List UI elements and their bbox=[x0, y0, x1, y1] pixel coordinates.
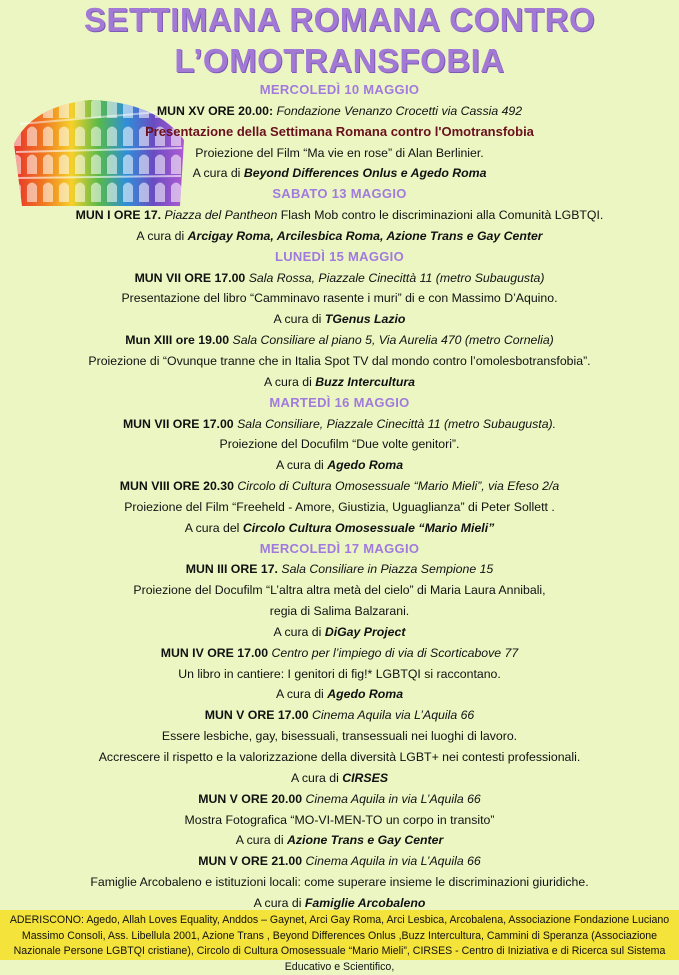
date-heading bbox=[0, 393, 679, 414]
event-line bbox=[0, 559, 679, 580]
date-heading bbox=[0, 184, 679, 205]
event-municipality-time: MUN I ORE 17. bbox=[75, 208, 162, 223]
supporters-text: ADERISCONO: Agedo, Allah Loves Equality, Anddos – Gaynet, Arci Gay Roma, Arci Lesbica, Arcobalena, Associazione Fondazione Luciano Massimo Consoli, Ass. Libellula 2001, Azione Trans , Beyond Differences Onlus ,Buzz Intercultura, Cammini di Speranza (Associazione Nazionale Persone LGBTQI cristiane), Circolo di Cultura Omosessuale “Mario Mieli”, CIRSES - Centro di Iniziativa e di Ricerca sul Sistema Educativo e Scientifico, bbox=[9, 914, 670, 973]
description-line bbox=[0, 872, 679, 893]
program-lines bbox=[0, 80, 679, 914]
event-location: Piazza del Pantheon bbox=[164, 208, 278, 223]
event-location: Cinema Aquila via L’Aquila 66 bbox=[312, 708, 475, 723]
organizer-prefix: A cura di bbox=[273, 312, 322, 327]
description-line bbox=[0, 747, 679, 768]
event-municipality-time: MUN IV ORE 17.00 bbox=[160, 645, 269, 660]
description-line bbox=[0, 143, 679, 164]
event-municipality-time: MUN III ORE 17. bbox=[185, 562, 278, 577]
event-description: Flash Mob contro le discriminazioni alla Comunità LGBTQI. bbox=[280, 208, 604, 223]
organizer-line bbox=[0, 372, 679, 393]
organizer-line bbox=[0, 684, 679, 705]
event-municipality-time: MUN VII ORE 17.00 bbox=[122, 416, 234, 431]
date-heading bbox=[0, 539, 679, 560]
description-text: regia di Salima Balzarani. bbox=[269, 604, 410, 619]
description-text: Un libro in cantiere: I genitori di fig!* LGBTQI si raccontano. bbox=[178, 666, 501, 681]
organizer-line bbox=[0, 226, 679, 247]
event-line bbox=[0, 851, 679, 872]
date-heading bbox=[0, 247, 679, 268]
description-text: Proiezione del Docufilm “Due volte genitori”. bbox=[219, 437, 460, 452]
event-line bbox=[0, 789, 679, 810]
event-location: Centro per l’impiego di via di Scorticabove 77 bbox=[271, 645, 519, 660]
event-line bbox=[0, 268, 679, 289]
event-municipality-time: MUN V ORE 21.00 bbox=[198, 854, 303, 869]
description-text: Proiezione di “Ovunque tranne che in Italia Spot TV dal mondo contro l’omolesbotransfobia”. bbox=[88, 353, 591, 368]
date-heading bbox=[0, 80, 679, 101]
supporters-footer bbox=[0, 910, 679, 973]
organizer-line bbox=[0, 163, 679, 184]
description-line bbox=[0, 726, 679, 747]
organizer-line bbox=[0, 830, 679, 851]
description-text: Presentazione del libro “Camminavo rasente i muri” di e con Massimo D’Aquino. bbox=[121, 291, 558, 306]
title-line-2: L’OMOTRANSFOBIA bbox=[174, 42, 505, 79]
event-location: Sala Rossa, Piazzale Cinecittà 11 (metro Subaugusta) bbox=[248, 270, 545, 285]
organizer-name: DiGay Project bbox=[324, 624, 406, 639]
date-heading-text: MERCOLEDÌ 17 MAGGIO bbox=[259, 540, 420, 556]
description-text: Proiezione del Film “Ma vie en rose” di Alan Berlinier. bbox=[195, 145, 484, 160]
description-text: Proiezione del Film “Freeheld - Amore, Giustizia, Uguaglianza” di Peter Sollett . bbox=[124, 499, 555, 514]
organizer-name: Circolo Cultura Omosessuale “Mario Mieli” bbox=[242, 520, 495, 535]
organizer-prefix: A cura di bbox=[290, 770, 339, 785]
organizer-prefix: A cura di bbox=[192, 166, 241, 181]
event-municipality-time: MUN V ORE 17.00 bbox=[204, 708, 309, 723]
description-line bbox=[0, 434, 679, 455]
organizer-name: Beyond Differences Onlus e Agedo Roma bbox=[243, 166, 487, 181]
event-location: Cinema Aquila in via L’Aquila 66 bbox=[305, 854, 481, 869]
organizer-prefix: A cura di bbox=[253, 895, 302, 910]
organizer-name: Buzz Intercultura bbox=[315, 374, 416, 389]
event-line bbox=[0, 643, 679, 664]
organizer-prefix: A cura di bbox=[275, 458, 324, 473]
event-municipality-time: MUN VII ORE 17.00 bbox=[134, 270, 246, 285]
event-municipality-time: MUN XV ORE 20.00: bbox=[156, 103, 274, 118]
description-line bbox=[0, 810, 679, 831]
description-text: Mostra Fotografica “MO-VI-MEN-TO un corpo in transito” bbox=[184, 812, 495, 827]
organizer-name: Famiglie Arcobaleno bbox=[304, 895, 426, 910]
event-line bbox=[0, 705, 679, 726]
event-location: Cinema Aquila in via L’Aquila 66 bbox=[305, 791, 481, 806]
organizer-prefix: A cura di bbox=[273, 624, 322, 639]
event-municipality-time: MUN VIII ORE 20.30 bbox=[119, 479, 234, 494]
organizer-prefix: A cura di bbox=[263, 374, 312, 389]
date-heading-text: MERCOLEDÌ 10 MAGGIO bbox=[259, 82, 420, 97]
event-line bbox=[0, 330, 679, 351]
date-heading-text: LUNEDÌ 15 MAGGIO bbox=[274, 248, 405, 264]
event-line bbox=[0, 414, 679, 435]
organizer-prefix: A cura di bbox=[275, 687, 324, 702]
date-heading-text: SABATO 13 MAGGIO bbox=[272, 186, 407, 202]
organizer-prefix: A cura di bbox=[235, 833, 284, 848]
description-text: Essere lesbiche, gay, bisessuali, transessuali nei luoghi di lavoro. bbox=[161, 729, 518, 744]
organizer-prefix: A cura del bbox=[184, 520, 240, 535]
event-line bbox=[0, 476, 679, 497]
organizer-name: Azione Trans e Gay Center bbox=[287, 833, 444, 848]
organizer-line bbox=[0, 622, 679, 643]
description-line bbox=[0, 664, 679, 685]
organizer-prefix: A cura di bbox=[136, 228, 185, 243]
organizer-name: CIRSES bbox=[342, 770, 389, 785]
event-line bbox=[0, 101, 679, 122]
organizer-name: Agedo Roma bbox=[327, 687, 404, 702]
event-municipality-time: MUN V ORE 20.00 bbox=[198, 791, 303, 806]
organizer-name: TGenus Lazio bbox=[324, 312, 406, 327]
organizer-name: Agedo Roma bbox=[327, 458, 404, 473]
organizer-line bbox=[0, 455, 679, 476]
description-line bbox=[0, 288, 679, 309]
organizer-line bbox=[0, 768, 679, 789]
presentation-heading bbox=[0, 122, 679, 143]
organizer-line bbox=[0, 518, 679, 539]
description-text: Famiglie Arcobaleno e istituzioni locali: come superare insieme le discriminazioni giuridiche. bbox=[90, 875, 589, 890]
event-location: Sala Consiliare in Piazza Sempione 15 bbox=[281, 562, 494, 577]
presentation-text: Presentazione della Settimana Romana contro l'Omotransfobia bbox=[145, 123, 534, 139]
date-heading-text: MARTEDÌ 16 MAGGIO bbox=[269, 394, 410, 410]
description-line bbox=[0, 497, 679, 518]
description-line bbox=[0, 601, 679, 622]
description-line bbox=[0, 580, 679, 601]
event-municipality-time: Mun XIII ore 19.00 bbox=[125, 333, 230, 348]
organizer-name: Arcigay Roma, Arcilesbica Roma, Azione Trans e Gay Center bbox=[187, 228, 543, 243]
description-text: Proiezione del Docufilm “L’altra altra metà del cielo” di Maria Laura Annibali, bbox=[133, 583, 546, 598]
event-line bbox=[0, 205, 679, 226]
organizer-line bbox=[0, 309, 679, 330]
event-location: Fondazione Venanzo Crocetti via Cassia 492 bbox=[276, 103, 523, 118]
event-location: Sala Consiliare al piano 5, Via Aurelia 470 (metro Cornelia) bbox=[232, 333, 554, 348]
title-line-1: SETTIMANA ROMANA CONTRO bbox=[83, 1, 596, 38]
description-line bbox=[0, 351, 679, 372]
event-location: Sala Consiliare, Piazzale Cinecittà 11 (metro Subaugusta). bbox=[237, 416, 557, 431]
event-location: Circolo di Cultura Omosessuale “Mario Mieli”, via Efeso 2/a bbox=[237, 479, 560, 494]
description-text: Accrescere il rispetto e la valorizzazione della diversità LGBT+ nei contesti professionali. bbox=[98, 750, 581, 764]
